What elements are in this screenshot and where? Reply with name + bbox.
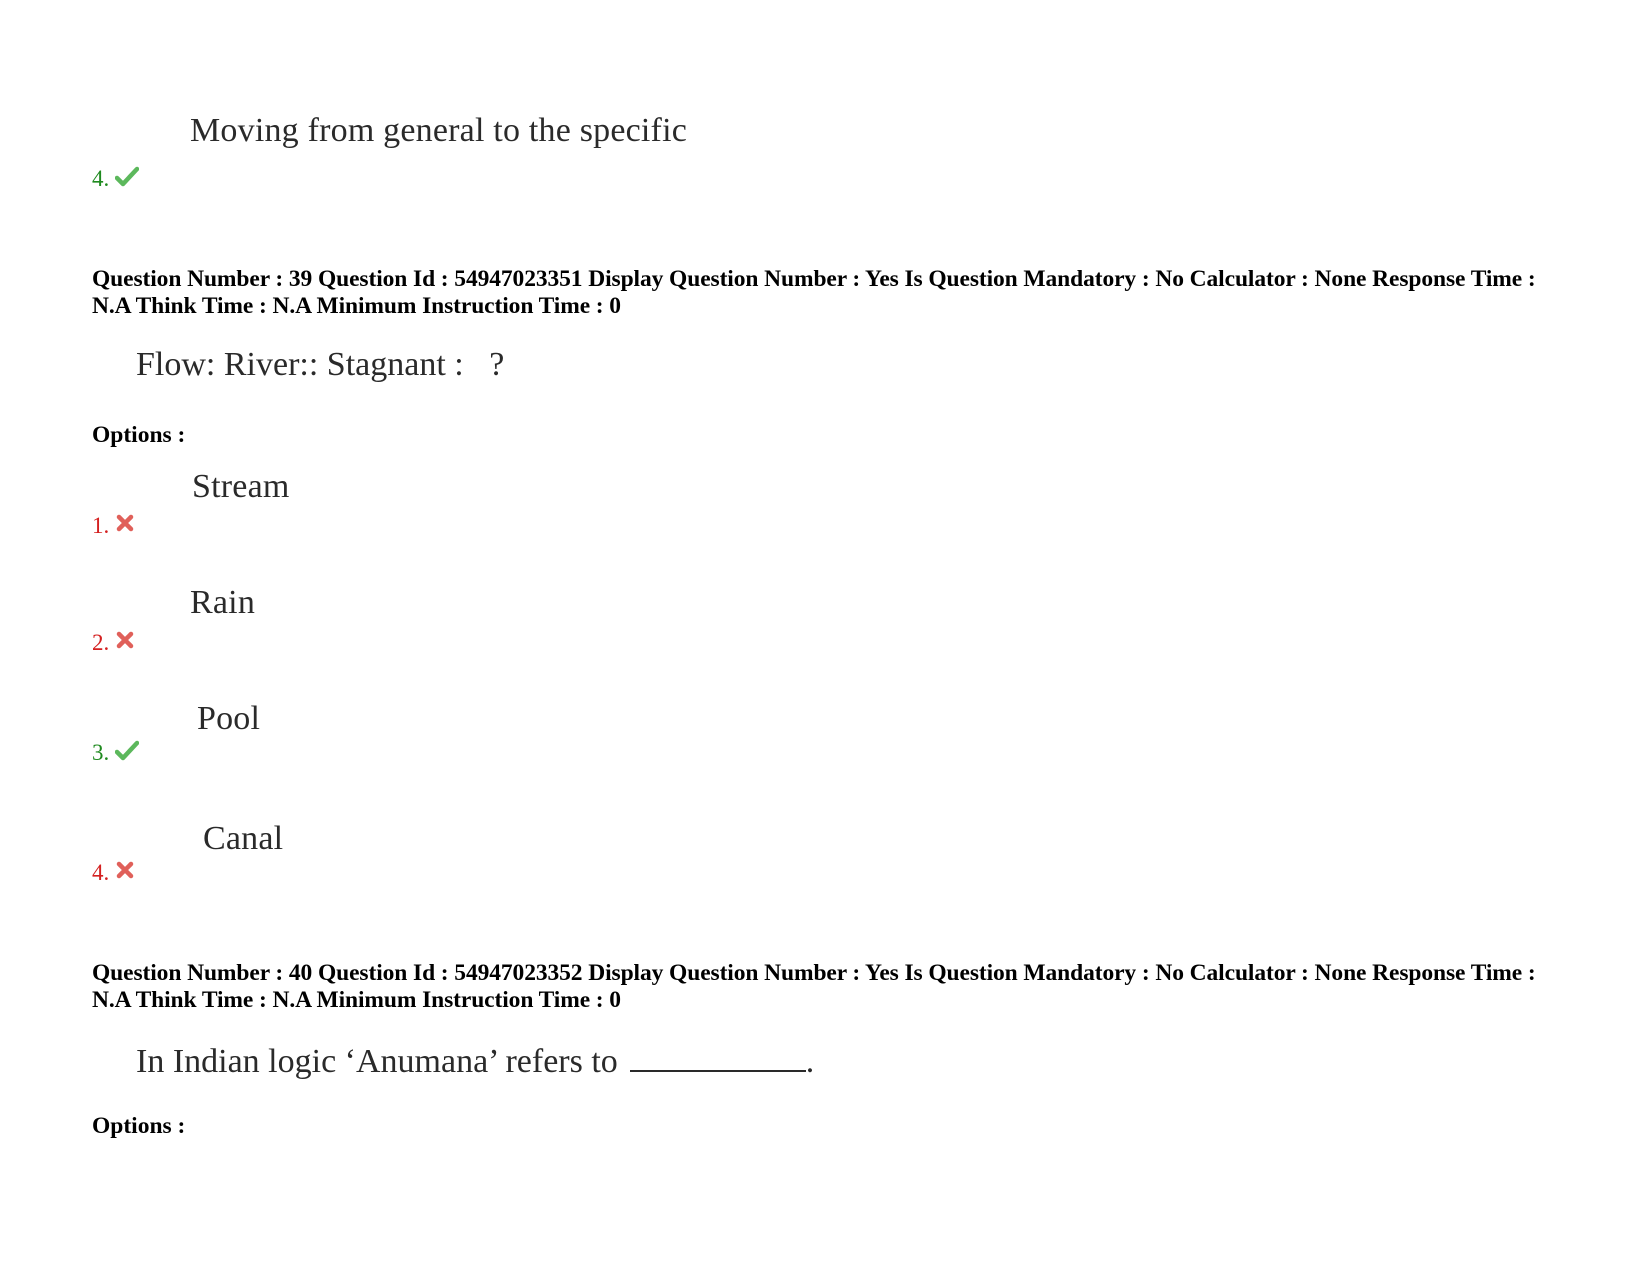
q39-option-1-marker: [92, 513, 139, 539]
q39-option-4-text: Canal: [203, 820, 284, 857]
cross-icon: [115, 860, 139, 882]
question-39-options-label: Options :: [92, 422, 186, 448]
option-number: 2.: [92, 630, 110, 655]
prev-option-4-text: Moving from general to the specific: [190, 112, 688, 149]
option-number: 4.: [92, 860, 110, 885]
answer-blank: [630, 1040, 806, 1072]
question-40-text: [136, 1040, 814, 1081]
q39-option-2-marker: [92, 630, 139, 656]
option-number: 1.: [92, 513, 110, 538]
check-icon: [115, 740, 139, 762]
prev-option-4-marker: [92, 166, 139, 192]
cross-icon: [115, 630, 139, 652]
cross-icon: [115, 513, 139, 535]
question-39-text: Flow: River:: Stagnant : ?: [136, 346, 505, 383]
q39-option-3-text: Pool: [197, 700, 261, 737]
question-40-prompt: In Indian logic ‘Anumana’ refers to: [136, 1043, 618, 1080]
question-39-meta: Question Number : 39 Question Id : 54947023351 Display Question Number : Yes Is Question Mandatory : No Calculator : None Response Time : N.A Think Time : N.A Minimum Instruction Time : 0: [92, 266, 1536, 319]
q39-option-2-text: Rain: [190, 584, 256, 621]
question-40-options-label: Options :: [92, 1113, 186, 1139]
question-40-meta: Question Number : 40 Question Id : 54947023352 Display Question Number : Yes Is Question Mandatory : No Calculator : None Response Time : N.A Think Time : N.A Minimum Instruction Time : 0: [92, 960, 1536, 1013]
question-40-end: .: [805, 1043, 815, 1080]
check-icon: [115, 166, 139, 188]
option-number: 4.: [92, 166, 110, 191]
q39-option-4-marker: [92, 860, 139, 886]
q39-option-3-marker: [92, 740, 139, 766]
option-number: 3.: [92, 740, 110, 765]
q39-option-1-text: Stream: [192, 468, 290, 505]
